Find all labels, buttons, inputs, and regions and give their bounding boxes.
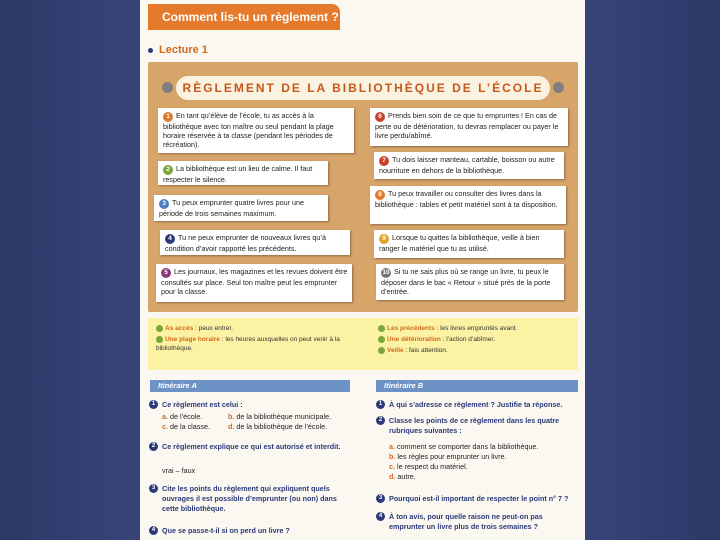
glossary-def: : fais attention. xyxy=(403,347,448,354)
rule-text: Si tu ne sais plus où se range un livre, tu peux le déposer dans le bac « Retour » situé près de la porte d’entrée. xyxy=(381,267,551,296)
rule-text: Tu ne peux emprunter de nouveaux livres qu’à condition d’avoir rapporté les précédents. xyxy=(165,233,326,253)
lecture-label: Lecture 1 xyxy=(159,44,208,56)
option xyxy=(228,422,327,432)
option xyxy=(389,472,579,482)
option-letter: b. xyxy=(389,452,396,461)
glossary-entry xyxy=(156,324,361,333)
glossary-term: Veille xyxy=(387,347,404,354)
question-text: Cite les points du règlement qui expliquent quels ouvrages il est possible d’emprunter (ou non) dans cette bibliothèque. xyxy=(162,484,337,513)
question-b4 xyxy=(378,512,579,532)
rule-number: 3 xyxy=(159,199,169,209)
rule-number: 4 xyxy=(165,234,175,244)
option-letter: a. xyxy=(389,442,395,451)
glossary-term: Une plage horaire xyxy=(165,336,220,343)
glossary-dot-icon xyxy=(156,336,163,343)
rule-9 xyxy=(374,230,564,258)
question-a2-answer: vrai – faux xyxy=(162,466,196,475)
rule-number: 2 xyxy=(163,165,173,175)
rule-text: Lorsque tu quittes la bibliothèque, veille à bien ranger le matériel que tu as utilisé. xyxy=(379,233,540,253)
rule-text: Tu dois laisser manteau, cartable, boisson ou autre nourriture en dehors de la bibliothèque. xyxy=(379,155,555,175)
option-text: autre. xyxy=(397,472,416,481)
option xyxy=(228,412,331,422)
glossary-entry xyxy=(378,324,583,333)
rule-text: Les journaux, les magazines et les revues doivent être consultés sur place. Seul ton maître peut les emprunter pour la classe. xyxy=(161,267,348,296)
option-letter: c. xyxy=(162,422,168,431)
rule-10 xyxy=(376,264,564,300)
glossary-entry xyxy=(378,335,583,344)
question-number: 1 xyxy=(376,400,385,409)
rule-1 xyxy=(158,108,354,153)
glossary-dot-icon xyxy=(156,325,163,332)
rule-2 xyxy=(158,161,328,185)
question-b2 xyxy=(378,416,579,436)
option xyxy=(162,412,228,422)
option-text: de la classe. xyxy=(170,422,210,431)
question-number: 1 xyxy=(149,400,158,409)
lecture-title xyxy=(148,44,208,56)
glossary-def: : peux entrer. xyxy=(193,325,233,332)
rule-6 xyxy=(370,108,568,146)
rule-number: 5 xyxy=(161,268,171,278)
bullet-icon xyxy=(148,48,153,53)
question-number: 4 xyxy=(376,512,385,521)
option xyxy=(389,442,579,452)
question-text: Classe les points de ce règlement dans les quatre rubriques suivantes : xyxy=(389,416,560,435)
option xyxy=(389,462,579,472)
question-text: Ce règlement explique ce qui est autorisé et interdit. xyxy=(162,442,341,451)
pin-icon xyxy=(162,82,173,93)
glossary-box xyxy=(148,318,578,370)
question-b1 xyxy=(378,400,579,410)
glossary-term: Les précédents xyxy=(387,325,435,332)
option-text: comment se comporter dans la bibliothèque. xyxy=(397,442,539,451)
question-text: Pourquoi est-il important de respecter le point n° 7 ? xyxy=(389,494,569,503)
question-number: 3 xyxy=(149,484,158,493)
rule-text: Tu peux emprunter quatre livres pour une période de trois semaines maximum. xyxy=(159,198,304,218)
question-text: À ton avis, pour quelle raison ne peut-on pas emprunter un livre plus de trois semaines ? xyxy=(389,512,543,531)
glossary-dot-icon xyxy=(378,325,385,332)
glossary-right xyxy=(378,324,583,357)
question-a1 xyxy=(151,400,354,410)
option xyxy=(389,452,579,462)
option-text: les règles pour emprunter un livre. xyxy=(397,452,507,461)
rule-number: 1 xyxy=(163,112,173,122)
option xyxy=(162,422,228,432)
itinerary-b-header: Itinéraire B xyxy=(376,380,578,392)
rule-number: 10 xyxy=(382,269,390,276)
rule-7 xyxy=(374,152,564,179)
question-number: 2 xyxy=(376,416,385,425)
rules-board xyxy=(148,62,578,312)
rule-5 xyxy=(156,264,352,302)
option-letter: d. xyxy=(228,422,235,431)
rule-text: Prends bien soin de ce que tu empruntes ! En cas de perte ou de détérioration, tu devras remplacer ou payer le livre perdu/abîmé. xyxy=(375,111,559,140)
question-a3 xyxy=(151,484,354,514)
glossary-term: Une détérioration xyxy=(387,336,441,343)
rule-4 xyxy=(160,230,350,255)
glossary-dot-icon xyxy=(378,336,385,343)
glossary-left xyxy=(156,324,361,355)
question-number: 4 xyxy=(149,526,158,535)
section-tab: Comment lis-tu un règlement ? xyxy=(148,4,340,30)
option-letter: a. xyxy=(162,412,168,421)
rule-text: La bibliothèque est un lieu de calme. Il faut respecter le silence. xyxy=(163,164,313,184)
rule-number: 9 xyxy=(379,234,389,244)
glossary-def: : l’action d’abîmer. xyxy=(440,336,496,343)
glossary-def: : les livres empruntés avant. xyxy=(434,325,518,332)
question-b3 xyxy=(378,494,579,504)
glossary-entry xyxy=(378,346,583,355)
itinerary-a-header: Itinéraire A xyxy=(150,380,350,392)
question-a2 xyxy=(151,442,354,452)
glossary-dot-icon xyxy=(378,347,385,354)
rule-text: Tu peux travailler ou consulter des livres dans la bibliothèque : tables et petit matériel sont à ta disposition. xyxy=(375,189,558,209)
question-text: À qui s’adresse ce règlement ? Justifie ta réponse. xyxy=(389,400,563,409)
board-title: RÈGLEMENT DE LA BIBLIOTHÈQUE DE L’ÉCOLE xyxy=(176,76,550,100)
rule-number: 7 xyxy=(379,156,389,166)
glossary-entry xyxy=(156,335,361,353)
glossary-term: As accès xyxy=(165,325,194,332)
question-number: 3 xyxy=(376,494,385,503)
rule-8 xyxy=(370,186,566,224)
option-text: le respect du matériel. xyxy=(397,462,468,471)
question-b2-options xyxy=(389,442,579,482)
question-text: Que se passe-t-il si on perd un livre ? xyxy=(162,526,290,535)
rule-number: 6 xyxy=(375,112,385,122)
option-text: de la bibliothèque de l’école. xyxy=(236,422,328,431)
rule-text: En tant qu’élève de l’école, tu as accès à la bibliothèque avec ton maître ou seul pendant la plage horaire réservée à ta classe (pendant les périodes de récréation). xyxy=(163,111,334,149)
rule-3 xyxy=(154,195,328,221)
option-letter: b. xyxy=(228,412,235,421)
question-a4 xyxy=(151,526,354,536)
question-text: Ce règlement est celui : xyxy=(162,400,243,409)
question-a1-options xyxy=(162,412,354,432)
glossary-def: : les heures auxquelles on peut venir à la bibliothèque. xyxy=(156,336,340,352)
textbook-page xyxy=(140,0,585,540)
pin-icon xyxy=(553,82,564,93)
option-letter: d. xyxy=(389,472,396,481)
option-text: de la bibliothèque municipale. xyxy=(236,412,332,421)
rule-number: 8 xyxy=(375,190,385,200)
question-number: 2 xyxy=(149,442,158,451)
option-letter: c. xyxy=(389,462,395,471)
option-text: de l’école. xyxy=(170,412,203,421)
